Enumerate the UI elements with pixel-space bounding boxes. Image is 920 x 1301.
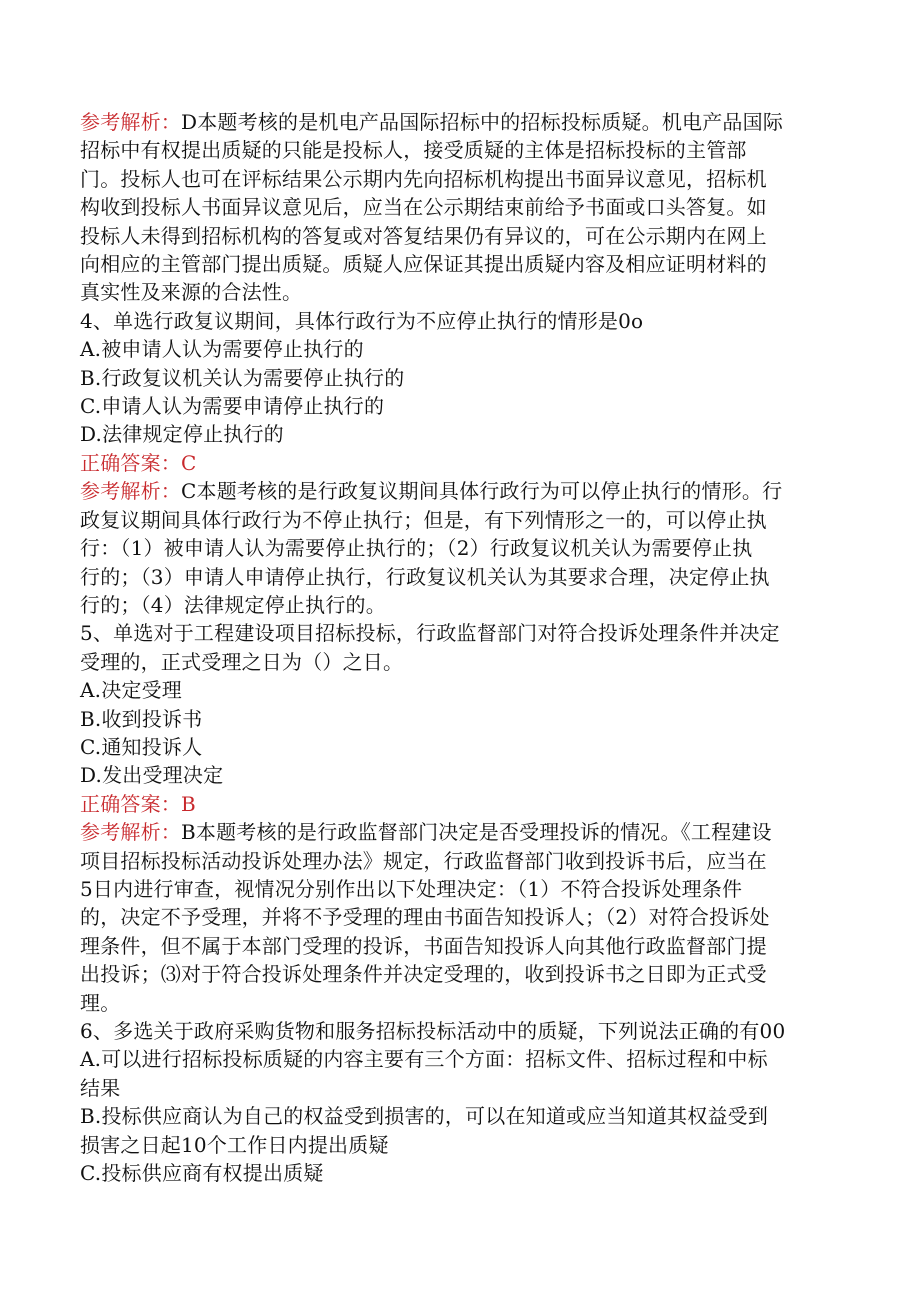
analysis-line: 项目招标投标活动投诉处理办法》规定，行政监督部门收到投诉书后，应当在 <box>80 848 767 873</box>
analysis-line <box>80 477 838 505</box>
analysis-line: 向相应的主管部门提出质疑。质疑人应保证其提出质疑内容及相应证明材料的 <box>80 252 767 277</box>
option-a: A.可以进行招标投标质疑的内容主要有三个方面：招标文件、招标过程和中标 <box>80 1047 768 1072</box>
analysis-line: 投标人未得到招标机构的答复或对答复结果仍有异议的，可在公示期内在网上 <box>80 223 767 248</box>
analysis-line: 理条件，但不属于本部门受理的投诉，书面告知投诉人向其他行政监督部门提 <box>80 933 767 958</box>
analysis-line: 行的；（3）申请人申请停止执行，行政复议机关认为其要求合理，决定停止执 <box>80 564 770 589</box>
analysis-text: B本题考核的是行政监督部门决定是否受理投诉的情况。《工程建设 <box>181 820 772 845</box>
answer-label: 正确答案： <box>80 791 181 816</box>
analysis-line: 门。投标人也可在评标结果公示期内先向招标机构提出书面异议意见，招标机 <box>80 166 767 191</box>
analysis-line: 真实性及来源的合法性。 <box>80 280 303 305</box>
answer-value: C <box>181 450 197 475</box>
option-a-continued: 结果 <box>80 1075 121 1100</box>
option-c: C.申请人认为需要申请停止执行的 <box>80 394 385 419</box>
document-page <box>80 108 838 1187</box>
question-stem: 6、多选关于政府采购货物和服务招标投标活动中的质疑，下列说法正确的有00 <box>80 1019 786 1043</box>
question-stem: 4、单选行政复议期间，具体行政行为不应停止执行的情形是0o <box>80 308 644 333</box>
answer-label: 正确答案： <box>80 450 181 475</box>
correct-answer <box>80 790 838 818</box>
analysis-line: 招标中有权提出质疑的只能是投标人，接受质疑的主体是招标投标的主管部 <box>80 138 747 163</box>
analysis-line: 行的；（4）法律规定停止执行的。 <box>80 592 386 617</box>
analysis-line: 理。 <box>80 990 121 1015</box>
option-b: B.行政复议机关认为需要停止执行的 <box>80 365 405 390</box>
analysis-text: C本题考核的是行政复议期间具体行政行为可以停止执行的情形。行 <box>181 479 783 504</box>
analysis-label: 参考解析： <box>80 110 181 134</box>
option-b: B.投标供应商认为自己的权益受到损害的，可以在知道或应当知道其权益受到 <box>80 1104 769 1129</box>
analysis-label: 参考解析： <box>80 820 181 845</box>
analysis-line <box>80 818 838 846</box>
option-c: C.投标供应商有权提出质疑 <box>80 1161 324 1186</box>
question-stem: 5、单选对于工程建设项目招标投标，行政监督部门对符合投诉处理条件并决定 <box>80 621 780 646</box>
analysis-line: 构收到投标人书面异议意见后，应当在公示期结束前给予书面或口头答复。如 <box>80 195 767 220</box>
option-d: D.法律规定停止执行的 <box>80 422 284 447</box>
analysis-line: 政复议期间具体行政行为不停止执行；但是，有下列情形之一的，可以停止执 <box>80 507 767 532</box>
analysis-line: 行：（1）被申请人认为需要停止执行的；（2）行政复议机关认为需要停止执 <box>80 536 753 561</box>
analysis-line: 出投诉；⑶对于符合投诉处理条件并决定受理的，收到投诉书之日即为正式受 <box>80 962 767 987</box>
option-b: B.收到投诉书 <box>80 706 203 731</box>
option-a: A.决定受理 <box>80 678 183 703</box>
analysis-line <box>80 108 838 136</box>
option-d: D.发出受理决定 <box>80 763 224 788</box>
analysis-line: 5日内进行审查，视情况分别作出以下处理决定：（1）不符合投诉处理条件 <box>80 876 743 901</box>
answer-value: B <box>181 791 196 816</box>
question-stem: 受理的，正式受理之日为（）之日。 <box>80 649 404 674</box>
option-b-continued: 损害之日起10个工作日内提出质疑 <box>80 1132 389 1157</box>
analysis-line: 的，决定不予受理，并将不予受理的理由书面告知投诉人；（2）对符合投诉处 <box>80 905 770 930</box>
correct-answer <box>80 449 838 477</box>
option-c: C.通知投诉人 <box>80 734 203 759</box>
analysis-label: 参考解析： <box>80 479 181 504</box>
option-a: A.被申请人认为需要停止执行的 <box>80 337 364 362</box>
analysis-text: D本题考核的是机电产品国际招标中的招标投标质疑。机电产品国际 <box>181 110 784 134</box>
